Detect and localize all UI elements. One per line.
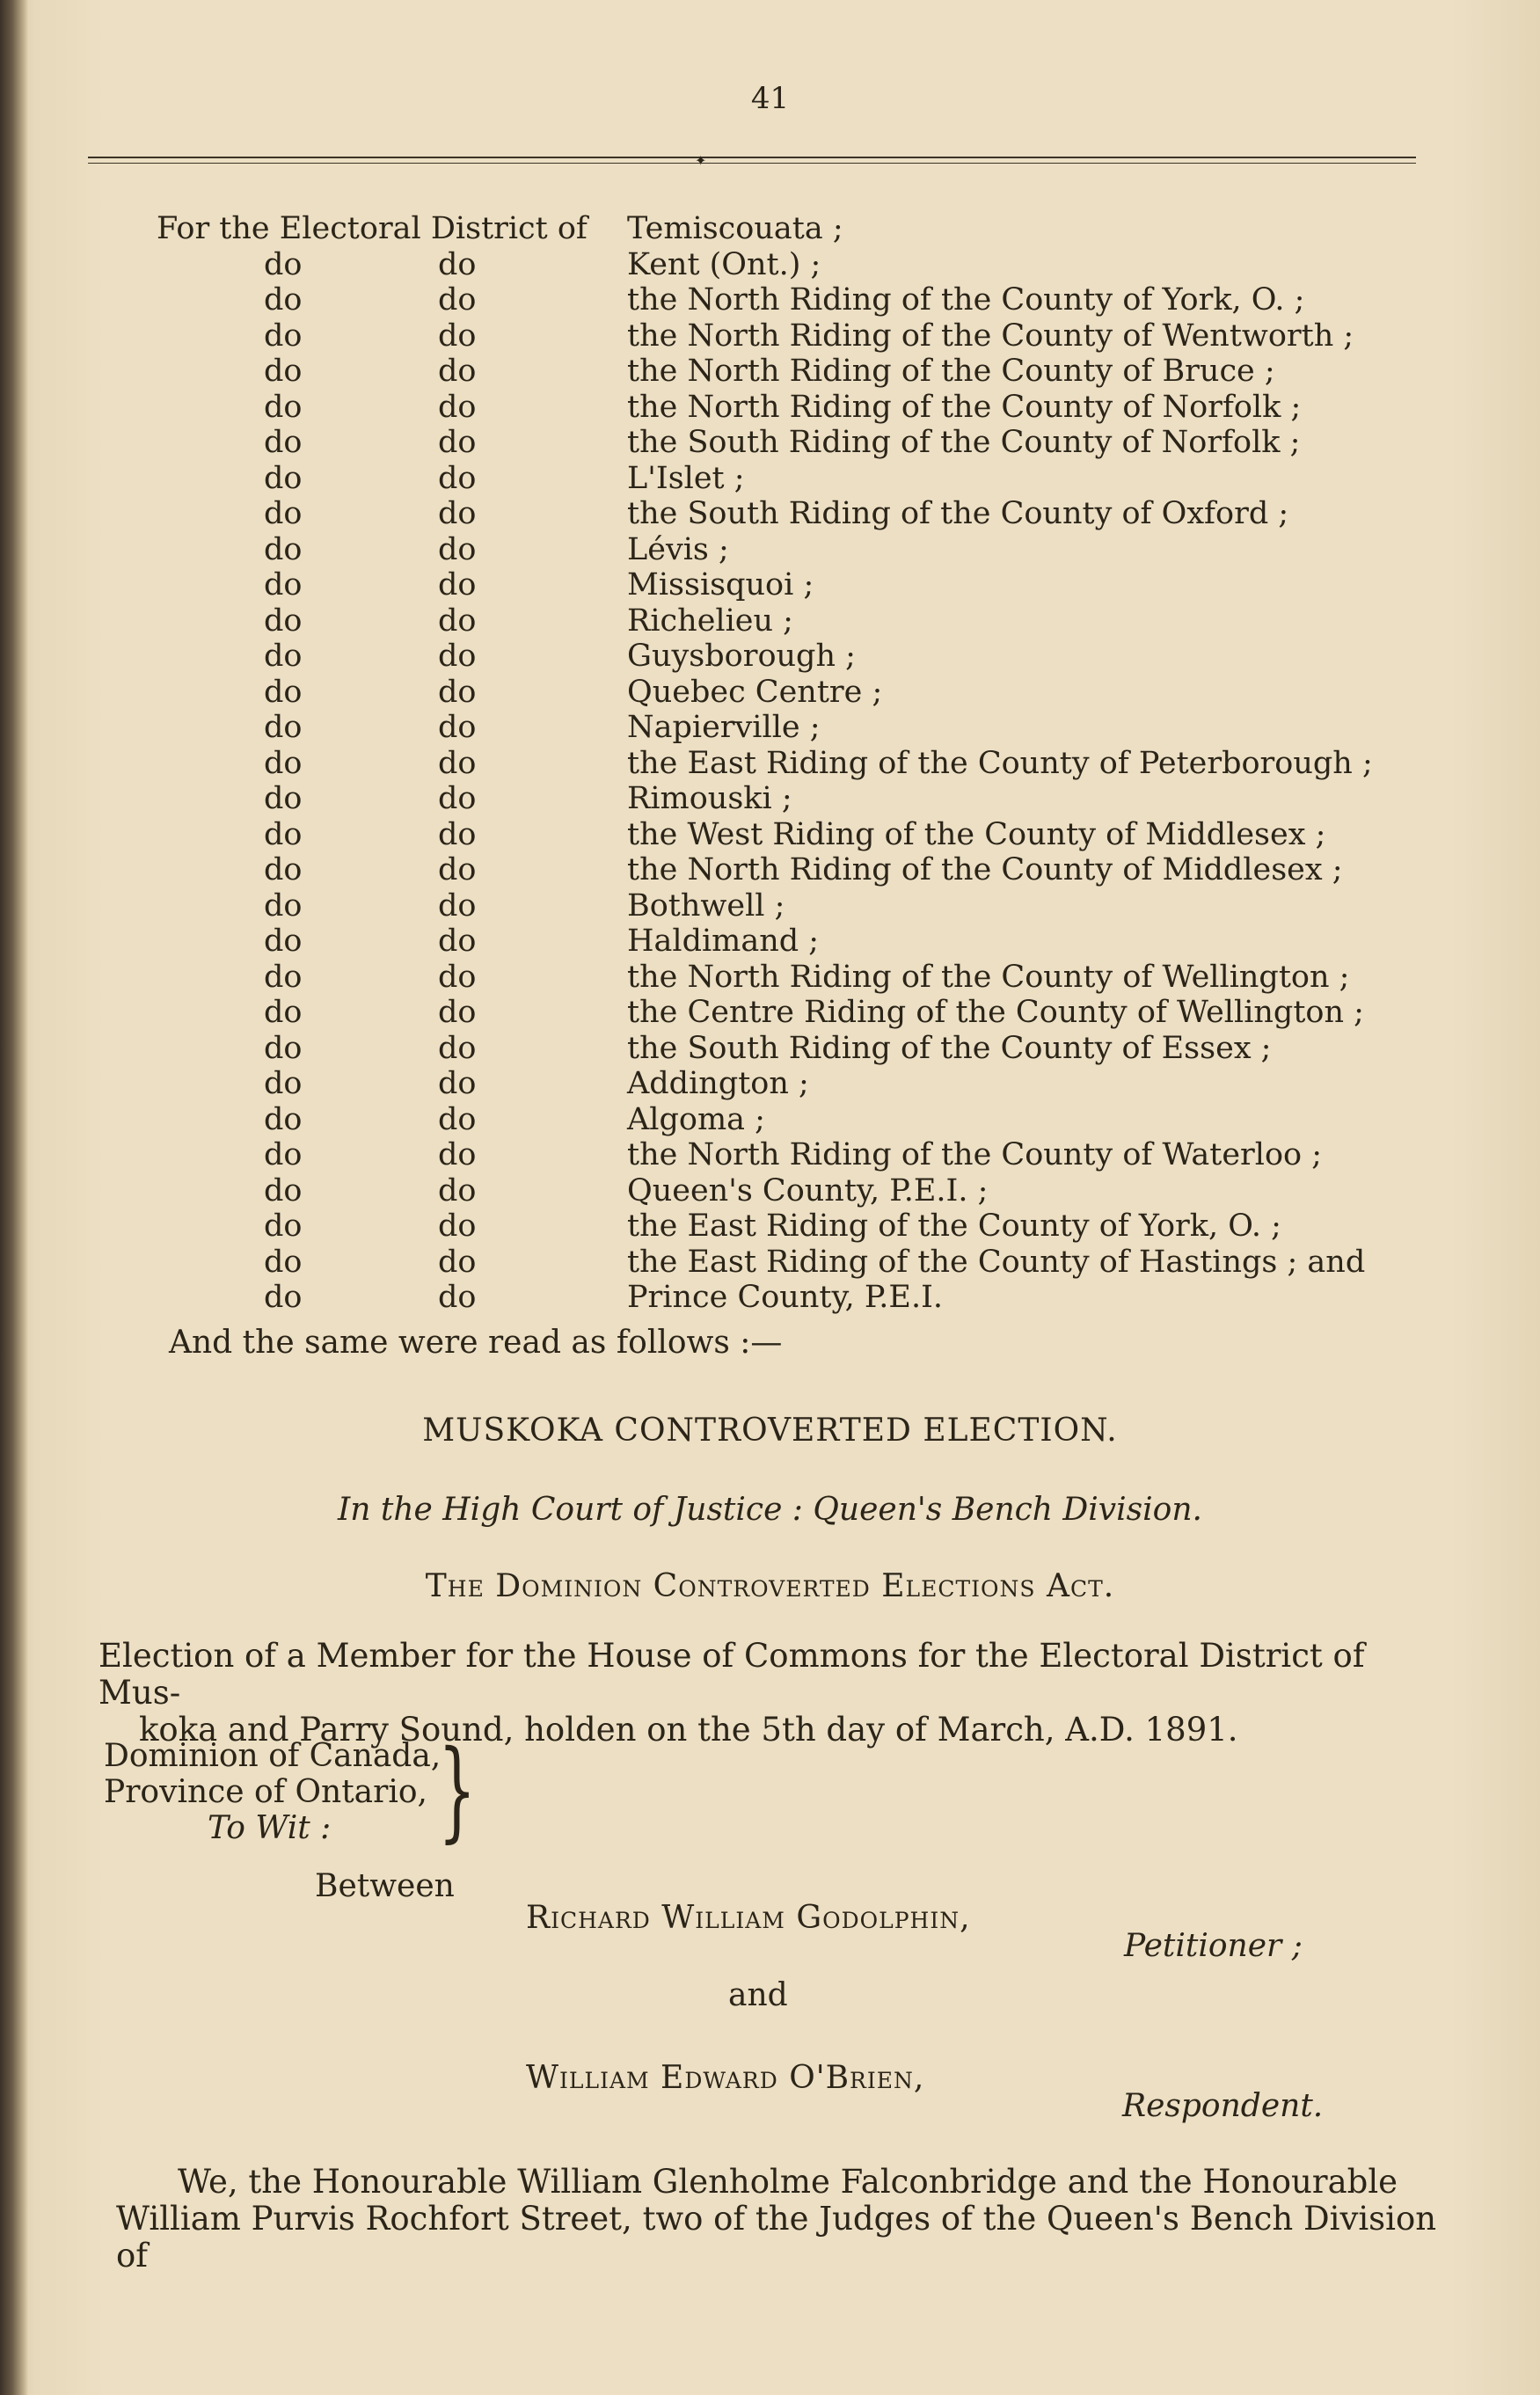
district-row xyxy=(157,924,1432,960)
district-row xyxy=(157,852,1432,888)
district-name: Napierville ; xyxy=(627,710,821,745)
book-spine-shadow xyxy=(0,0,28,2395)
ditto-col2: do xyxy=(438,852,477,887)
ditto-col2: do xyxy=(438,389,477,425)
read-as-follows-text: And the same were read as follows :— xyxy=(169,1325,783,1361)
district-row xyxy=(157,532,1432,568)
ditto-col2: do xyxy=(438,282,477,318)
district-name: L'Islet ; xyxy=(627,460,745,496)
judgment-line-1: We, the Honourable William Glenholme Falconbridge and the Honourable xyxy=(178,2163,1398,2201)
ditto-col2: do xyxy=(438,639,477,674)
court-name: In the High Court of Justice : Queen's Bench Division. xyxy=(338,1492,1202,1528)
district-name: Kent (Ont.) ; xyxy=(627,246,821,282)
district-name: Lévis ; xyxy=(627,531,729,567)
ditto-col2: do xyxy=(438,1101,477,1137)
ditto-col2: do xyxy=(438,496,477,531)
ditto-col2: do xyxy=(438,567,477,602)
ditto-col1: do xyxy=(264,1030,303,1066)
respondent-name: William Edward O'Brien, xyxy=(526,2060,925,2096)
district-name: the North Riding of the County of York, O. ; xyxy=(627,282,1305,318)
district-name: the North Riding of the County of Norfolk ; xyxy=(627,389,1302,425)
district-row xyxy=(157,1173,1432,1209)
district-row xyxy=(157,425,1432,461)
between-label: Between xyxy=(315,1868,455,1904)
district-name: the Centre Riding of the County of Wellington ; xyxy=(627,995,1364,1030)
district-name: Prince County, P.E.I. xyxy=(627,1280,944,1315)
district-name: Rimouski ; xyxy=(627,781,792,816)
district-row xyxy=(157,746,1432,782)
rule-line-bottom xyxy=(88,163,1416,164)
ditto-col2: do xyxy=(438,1172,477,1208)
ditto-col2: do xyxy=(438,1280,477,1315)
election-line-2: koka and Parry Sound, holden on the 5th day of March, A.D. 1891. xyxy=(139,1711,1238,1749)
and-label: and xyxy=(728,1977,788,2013)
district-name: the East Riding of the County of Hastings ; and xyxy=(627,1244,1366,1280)
ditto-col1: do xyxy=(264,887,303,924)
ditto-col1: do xyxy=(264,781,303,816)
ditto-col2: do xyxy=(438,531,477,567)
ditto-col1: do xyxy=(264,674,303,710)
district-name: the North Riding of the County of Bruce ; xyxy=(627,354,1275,389)
district-list xyxy=(157,211,1432,1316)
ditto-col1: do xyxy=(264,710,303,745)
district-row xyxy=(157,318,1432,354)
election-line-1: Election of a Member for the House of Commons for the Electoral District of Mus- xyxy=(99,1637,1365,1712)
district-row xyxy=(157,603,1432,639)
ditto-col2: do xyxy=(438,1137,477,1172)
district-row xyxy=(157,567,1432,603)
ditto-col2: do xyxy=(438,745,477,781)
district-name: the North Riding of the County of Waterloo ; xyxy=(627,1137,1323,1172)
district-row xyxy=(157,247,1432,283)
district-name: Guysborough ; xyxy=(627,639,856,674)
ditto-col2: do xyxy=(438,602,477,639)
ditto-col2: do xyxy=(438,887,477,924)
district-name: the South Riding of the County of Oxford ; xyxy=(627,496,1289,531)
ditto-col2: do xyxy=(438,710,477,745)
district-row xyxy=(157,675,1432,711)
petitioner-name: Richard William Godolphin, xyxy=(526,1900,971,1936)
ditto-col2: do xyxy=(438,460,477,496)
ditto-col1: do xyxy=(264,282,303,318)
page-number: 41 xyxy=(750,81,790,116)
petitioner-role: Petitioner ; xyxy=(1124,1928,1303,1964)
district-name: Bothwell ; xyxy=(627,887,785,924)
ditto-col1: do xyxy=(264,995,303,1030)
ditto-col1: do xyxy=(264,425,303,460)
ditto-col1: do xyxy=(264,1101,303,1137)
district-row xyxy=(157,1066,1432,1102)
ditto-col2: do xyxy=(438,1030,477,1066)
ditto-col1: do xyxy=(264,460,303,496)
district-name: the East Riding of the County of York, O. ; xyxy=(627,1208,1281,1244)
ditto-col2: do xyxy=(438,425,477,460)
judgment-paragraph xyxy=(116,2164,1453,2275)
ditto-col2: do xyxy=(438,924,477,959)
district-name: Temiscouata ; xyxy=(627,211,843,246)
ditto-col2: do xyxy=(438,1244,477,1280)
ditto-col1: do xyxy=(264,639,303,674)
ditto-col2: do xyxy=(438,781,477,816)
ditto-col1: do xyxy=(264,496,303,531)
district-name: Algoma ; xyxy=(627,1101,765,1137)
case-heading: MUSKOKA CONTROVERTED ELECTION. xyxy=(422,1413,1118,1449)
district-row xyxy=(157,1031,1432,1067)
rule-ornament-icon: ✦ xyxy=(695,152,707,169)
district-name: Haldimand ; xyxy=(627,924,820,959)
district-name: the East Riding of the County of Peterborough ; xyxy=(627,745,1373,781)
act-title: The Dominion Controverted Elections Act. xyxy=(425,1568,1115,1604)
ditto-col2: do xyxy=(438,959,477,995)
district-name: Quebec Centre ; xyxy=(627,674,883,710)
district-row xyxy=(157,282,1432,318)
ditto-col2: do xyxy=(438,354,477,389)
ditto-col1: do xyxy=(264,1137,303,1172)
ditto-col2: do xyxy=(438,1208,477,1244)
district-row xyxy=(157,1245,1432,1281)
ditto-col1: do xyxy=(264,1280,303,1315)
ditto-col2: do xyxy=(438,674,477,710)
district-row xyxy=(157,817,1432,853)
ditto-col2: do xyxy=(438,1066,477,1101)
ditto-col1: do xyxy=(264,852,303,887)
district-lead-text: For the Electoral District of xyxy=(157,211,588,246)
ditto-col1: do xyxy=(264,816,303,852)
district-row xyxy=(157,781,1432,817)
district-row xyxy=(157,995,1432,1031)
jurisdiction-block xyxy=(104,1738,441,1846)
district-name: Queen's County, P.E.I. ; xyxy=(627,1172,989,1208)
ditto-col1: do xyxy=(264,1244,303,1280)
ditto-col1: do xyxy=(264,1172,303,1208)
respondent-role: Respondent. xyxy=(1122,2088,1324,2124)
judgment-line-2: William Purvis Rochfort Street, two of the Judges of the Queen's Bench Division of xyxy=(116,2200,1437,2275)
district-row xyxy=(157,390,1432,426)
jurisdiction-line-3: To Wit : xyxy=(208,1810,332,1846)
district-name: Addington ; xyxy=(627,1066,809,1101)
district-name: the North Riding of the County of Wellington ; xyxy=(627,959,1350,995)
ditto-col1: do xyxy=(264,959,303,995)
district-row xyxy=(157,1208,1432,1245)
district-row xyxy=(157,960,1432,996)
district-name: the North Riding of the County of Wentworth ; xyxy=(627,318,1354,354)
ditto-col1: do xyxy=(264,1066,303,1101)
district-row xyxy=(157,1280,1432,1316)
district-row xyxy=(157,888,1432,924)
jurisdiction-line-1: Dominion of Canada, xyxy=(104,1738,442,1774)
district-row xyxy=(157,354,1432,390)
district-row xyxy=(157,710,1432,746)
ditto-col1: do xyxy=(264,567,303,602)
district-row xyxy=(157,496,1432,532)
jurisdiction-line-2: Province of Ontario, xyxy=(104,1774,427,1810)
district-name: the South Riding of the County of Norfolk ; xyxy=(627,425,1301,460)
ditto-col2: do xyxy=(438,995,477,1030)
district-name: Richelieu ; xyxy=(627,602,793,639)
ditto-col1: do xyxy=(264,389,303,425)
district-name: the West Riding of the County of Middlesex ; xyxy=(627,816,1326,852)
district-row xyxy=(157,1137,1432,1173)
header-rule xyxy=(88,152,1416,169)
district-name: the North Riding of the County of Middlesex ; xyxy=(627,852,1343,887)
rule-line-top xyxy=(88,157,1416,158)
ditto-col1: do xyxy=(264,246,303,282)
ditto-col2: do xyxy=(438,246,477,282)
ditto-col2: do xyxy=(438,318,477,354)
brace-icon: } xyxy=(438,1727,477,1854)
ditto-col1: do xyxy=(264,745,303,781)
district-row-first xyxy=(157,211,1432,247)
district-name: the South Riding of the County of Essex ; xyxy=(627,1030,1272,1066)
district-name: Missisquoi ; xyxy=(627,567,814,602)
district-row xyxy=(157,639,1432,675)
district-row xyxy=(157,461,1432,497)
ditto-col1: do xyxy=(264,531,303,567)
election-paragraph xyxy=(99,1638,1435,1749)
ditto-col1: do xyxy=(264,924,303,959)
ditto-col1: do xyxy=(264,354,303,389)
district-row xyxy=(157,1102,1432,1138)
ditto-col1: do xyxy=(264,318,303,354)
ditto-col1: do xyxy=(264,602,303,639)
ditto-col2: do xyxy=(438,816,477,852)
ditto-col1: do xyxy=(264,1208,303,1244)
